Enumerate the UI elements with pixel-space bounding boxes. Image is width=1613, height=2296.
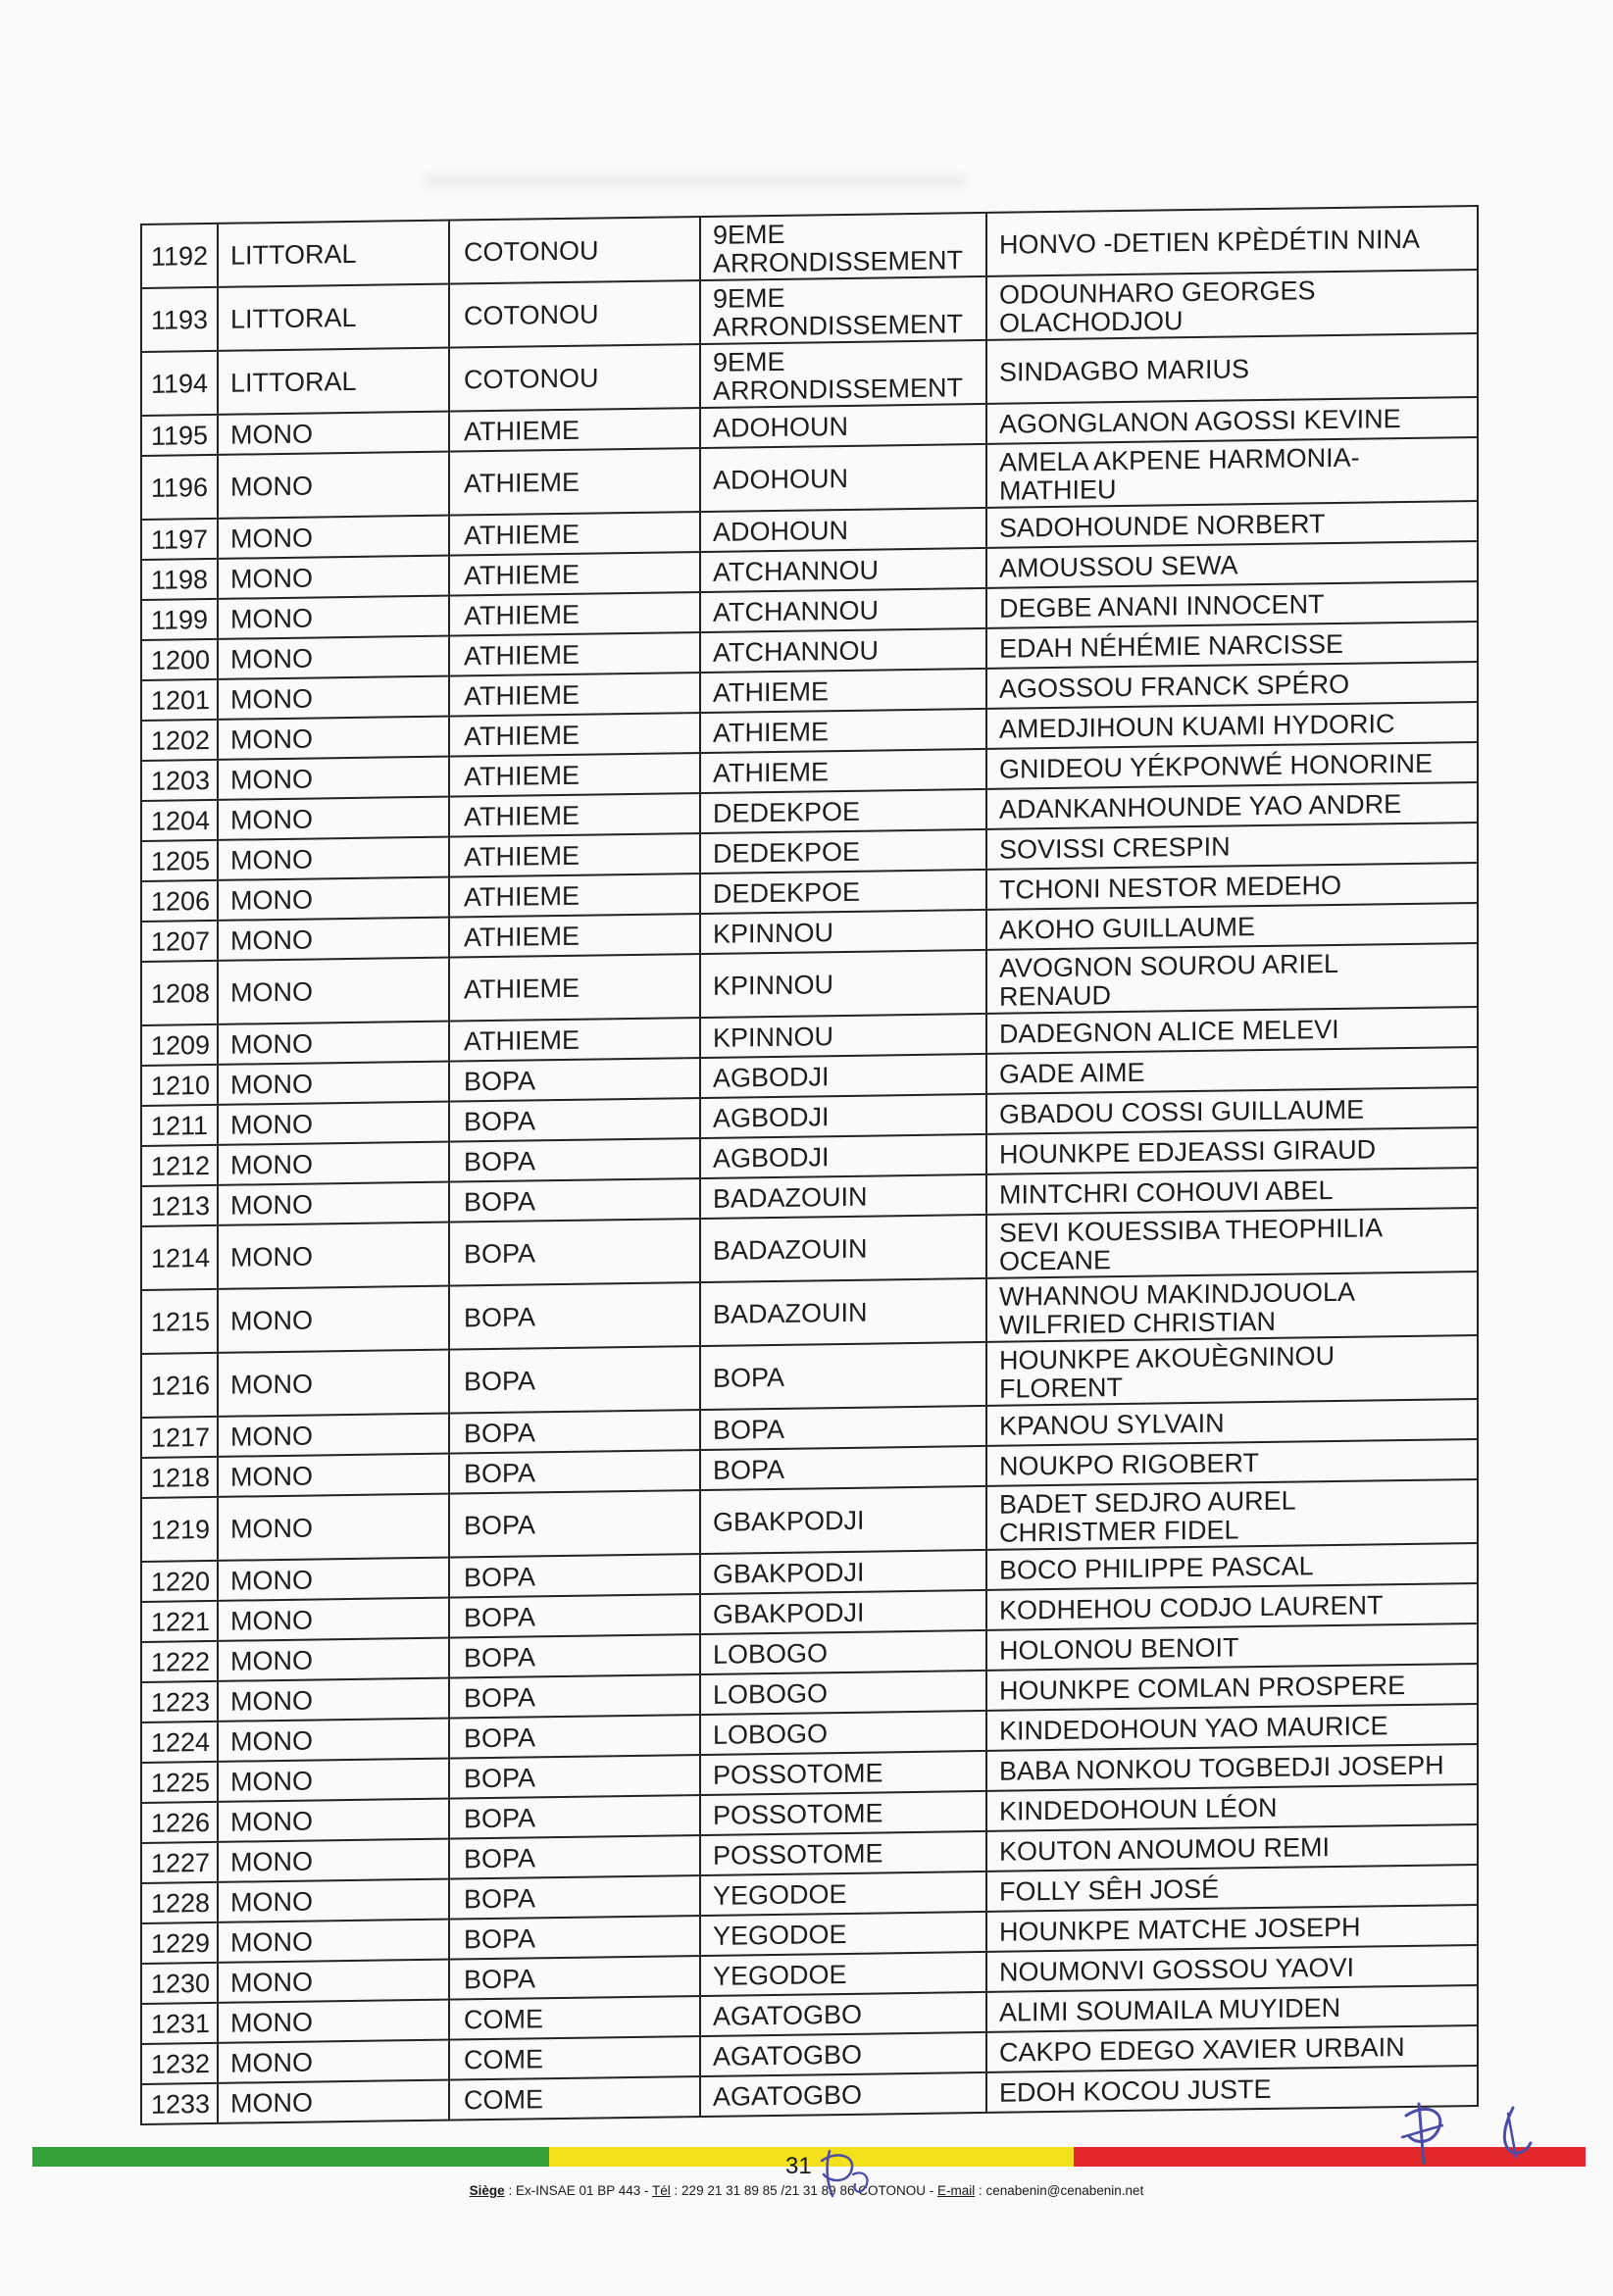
commune-cell: ATHIEME xyxy=(450,714,701,756)
arrondissement-cell: POSSOTOME xyxy=(701,1752,987,1794)
row-number-cell: 1203 xyxy=(142,761,219,800)
departement-cell: MONO xyxy=(219,1183,450,1224)
row-number-cell: 1194 xyxy=(142,352,219,415)
departement-cell: MONO xyxy=(219,677,450,719)
row-number-cell: 1193 xyxy=(142,288,219,351)
commune-cell: COTONOU xyxy=(450,218,701,283)
name-cell: SADOHOUNDE NORBERT xyxy=(987,502,1479,547)
departement-cell: MONO xyxy=(219,1921,450,1962)
commune-cell: ATHIEME xyxy=(450,754,701,796)
row-number-cell: 1230 xyxy=(142,1964,219,2003)
arrondissement-cell: AGATOGBO xyxy=(701,2033,987,2075)
footer-address xyxy=(0,2183,1613,2199)
row-number-cell: 1219 xyxy=(142,1498,219,1561)
siege-text: : Ex-INSAE 01 BP 443 - xyxy=(504,2183,653,2198)
row-number-cell: 1198 xyxy=(142,560,219,599)
commune-cell: BOPA xyxy=(450,1411,701,1453)
arrondissement-cell: ADOHOUN xyxy=(701,509,987,551)
departement-cell: MONO xyxy=(219,798,450,839)
arrondissement-cell: YEGODOE xyxy=(701,1953,987,1995)
row-number-cell: 1213 xyxy=(142,1186,219,1225)
row-number-cell: 1195 xyxy=(142,416,219,455)
arrondissement-cell: YEGODOE xyxy=(701,1872,987,1915)
departement-cell: MONO xyxy=(219,1455,450,1496)
row-number-cell: 1202 xyxy=(142,721,219,760)
arrondissement-cell: AGBODJI xyxy=(701,1095,987,1137)
row-number-cell: 1204 xyxy=(142,801,219,840)
arrondissement-cell: YEGODOE xyxy=(701,1913,987,1955)
flag-bar-red xyxy=(1074,2147,1586,2167)
flag-bar-green xyxy=(32,2147,549,2167)
name-cell: GADE AIME xyxy=(987,1048,1479,1093)
name-cell: KINDEDOHOUN LÉON xyxy=(987,1785,1479,1830)
departement-cell: MONO xyxy=(219,718,450,759)
row-number-cell: 1215 xyxy=(142,1290,219,1353)
name-cell: AMOUSSOU SEWA xyxy=(987,542,1479,587)
row-number-cell: 1225 xyxy=(142,1763,219,1802)
name-cell: KODHEHOU CODJO LAURENT xyxy=(987,1584,1479,1629)
departement-cell: MONO xyxy=(219,1351,450,1416)
row-number-cell: 1217 xyxy=(142,1418,219,1457)
row-number-cell: 1224 xyxy=(142,1722,219,1762)
commune-cell: ATHIEME xyxy=(450,874,701,917)
departement-cell: MONO xyxy=(219,1599,450,1640)
commune-cell: BOPA xyxy=(450,1635,701,1677)
commune-cell: ATHIEME xyxy=(450,593,701,635)
departement-cell: LITTORAL xyxy=(219,349,450,414)
departement-cell: MONO xyxy=(219,758,450,799)
commune-cell: BOPA xyxy=(450,1917,701,1959)
row-number-cell: 1221 xyxy=(142,1602,219,1641)
name-cell: SOVISSI CRESPIN xyxy=(987,824,1479,869)
name-cell: HONVO -DETIEN KPÈDÉTIN NINA xyxy=(987,207,1479,275)
commune-cell: COME xyxy=(450,1997,701,2039)
name-cell: KOUTON ANOUMOU REMI xyxy=(987,1825,1479,1871)
commune-cell: BOPA xyxy=(450,1876,701,1919)
row-number-cell: 1201 xyxy=(142,680,219,720)
arrondissement-cell: LOBOGO xyxy=(701,1631,987,1673)
arrondissement-cell: ADOHOUN xyxy=(701,405,987,447)
row-number-cell: 1232 xyxy=(142,2044,219,2083)
name-cell: ADANKANHOUNDE YAO ANDRE xyxy=(987,783,1479,828)
arrondissement-cell: 9EME ARRONDISSEMENT xyxy=(701,277,987,343)
commune-cell: ATHIEME xyxy=(450,1019,701,1061)
tel-label: Tél xyxy=(652,2183,671,2198)
departement-cell: MONO xyxy=(219,1559,450,1600)
name-cell: NOUKPO RIGOBERT xyxy=(987,1440,1479,1485)
departement-cell: MONO xyxy=(219,1143,450,1184)
name-cell: AMEDJIHOUN KUAMI HYDORIC xyxy=(987,703,1479,748)
siege-label: Siège xyxy=(469,2183,505,2198)
name-cell: WHANNOU MAKINDJOUOLA WILFRIED CHRISTIAN xyxy=(987,1273,1479,1341)
name-cell: HOLONOU BENOIT xyxy=(987,1624,1479,1670)
arrondissement-cell: GBAKPODJI xyxy=(701,1591,987,1633)
commune-cell: BOPA xyxy=(450,1059,701,1101)
departement-cell: MONO xyxy=(219,1800,450,1841)
departement-cell: MONO xyxy=(219,1415,450,1456)
commune-cell: BOPA xyxy=(450,1595,701,1637)
arrondissement-cell: AGATOGBO xyxy=(701,2073,987,2116)
arrondissement-cell: KPINNOU xyxy=(701,911,987,953)
departement-cell: MONO xyxy=(219,2081,450,2122)
name-cell: GBADOU COSSI GUILLAUME xyxy=(987,1088,1479,1133)
departement-cell: MONO xyxy=(219,2041,450,2082)
departement-cell: MONO xyxy=(219,637,450,678)
row-number-cell: 1227 xyxy=(142,1843,219,1882)
name-cell: SEVI KOUESSIBA THEOPHILIA OCEANE xyxy=(987,1209,1479,1277)
name-cell: KINDEDOHOUN YAO MAURICE xyxy=(987,1705,1479,1750)
commune-cell: BOPA xyxy=(450,1179,701,1222)
row-number-cell: 1229 xyxy=(142,1923,219,1963)
name-cell: AGOSSOU FRANCK SPÉRO xyxy=(987,663,1479,708)
arrondissement-cell: BADAZOUIN xyxy=(701,1175,987,1218)
row-number-cell: 1218 xyxy=(142,1458,219,1497)
departement-cell: LITTORAL xyxy=(219,222,450,286)
departement-cell: MONO xyxy=(219,597,450,638)
row-number-cell: 1228 xyxy=(142,1883,219,1922)
row-number-cell: 1222 xyxy=(142,1642,219,1681)
candidates-table xyxy=(140,205,1479,2125)
departement-cell: MONO xyxy=(219,919,450,960)
row-number-cell: 1205 xyxy=(142,841,219,880)
name-cell: HOUNKPE COMLAN PROSPERE xyxy=(987,1665,1479,1710)
arrondissement-cell: BOPA xyxy=(701,1343,987,1409)
arrondissement-cell: GBAKPODJI xyxy=(701,1551,987,1593)
name-cell: AVOGNON SOUROU ARIEL RENAUD xyxy=(987,944,1479,1013)
commune-cell: ATHIEME xyxy=(450,513,701,555)
departement-cell: MONO xyxy=(219,1720,450,1761)
arrondissement-cell: ADOHOUN xyxy=(701,445,987,511)
arrondissement-cell: ATHIEME xyxy=(701,710,987,752)
commune-cell: BOPA xyxy=(450,1451,701,1493)
row-number-cell: 1231 xyxy=(142,2004,219,2043)
departement-cell: MONO xyxy=(219,1880,450,1922)
arrondissement-cell: DEDEKPOE xyxy=(701,790,987,832)
commune-cell: BOPA xyxy=(450,1957,701,1999)
departement-cell: MONO xyxy=(219,413,450,454)
arrondissement-cell: ATCHANNOU xyxy=(701,589,987,631)
commune-cell: BOPA xyxy=(450,1491,701,1557)
arrondissement-cell: POSSOTOME xyxy=(701,1792,987,1834)
departement-cell: LITTORAL xyxy=(219,285,450,350)
name-cell: AGONGLANON AGOSSI KEVINE xyxy=(987,398,1479,443)
row-number-cell: 1200 xyxy=(142,640,219,679)
departement-cell: MONO xyxy=(219,1023,450,1064)
page-number: 31 xyxy=(785,2153,812,2179)
commune-cell: ATHIEME xyxy=(450,553,701,595)
name-cell: TCHONI NESTOR MEDEHO xyxy=(987,864,1479,909)
arrondissement-cell: BADAZOUIN xyxy=(701,1279,987,1345)
departement-cell: MONO xyxy=(219,959,450,1023)
departement-cell: MONO xyxy=(219,1495,450,1560)
commune-cell: BOPA xyxy=(450,1756,701,1798)
row-number-cell: 1209 xyxy=(142,1025,219,1065)
row-number-cell: 1233 xyxy=(142,2084,219,2123)
departement-cell: MONO xyxy=(219,1760,450,1801)
commune-cell: ATHIEME xyxy=(450,633,701,675)
name-cell: SINDAGBO MARIUS xyxy=(987,334,1479,403)
name-cell: KPANOU SYLVAIN xyxy=(987,1400,1479,1445)
departement-cell: MONO xyxy=(219,1287,450,1352)
arrondissement-cell: POSSOTOME xyxy=(701,1832,987,1874)
commune-cell: BOPA xyxy=(450,1139,701,1181)
row-number-cell: 1192 xyxy=(142,225,219,287)
arrondissement-cell: KPINNOU xyxy=(701,1015,987,1057)
departement-cell: MONO xyxy=(219,1679,450,1721)
commune-cell: ATHIEME xyxy=(450,674,701,716)
row-number-cell: 1199 xyxy=(142,600,219,639)
arrondissement-cell: 9EME ARRONDISSEMENT xyxy=(701,341,987,407)
departement-cell: MONO xyxy=(219,517,450,558)
departement-cell: MONO xyxy=(219,1103,450,1144)
departement-cell: MONO xyxy=(219,557,450,598)
name-cell: MINTCHRI COHOUVI ABEL xyxy=(987,1169,1479,1214)
row-number-cell: 1212 xyxy=(142,1146,219,1185)
commune-cell: BOPA xyxy=(450,1716,701,1758)
row-number-cell: 1220 xyxy=(142,1562,219,1601)
departement-cell: MONO xyxy=(219,1063,450,1104)
commune-cell: BOPA xyxy=(450,1555,701,1597)
commune-cell: BOPA xyxy=(450,1836,701,1878)
arrondissement-cell: KPINNOU xyxy=(701,951,987,1017)
row-number-cell: 1210 xyxy=(142,1066,219,1105)
name-cell: HOUNKPE EDJEASSI GIRAUD xyxy=(987,1128,1479,1173)
departement-cell: MONO xyxy=(219,453,450,518)
row-number-cell: 1223 xyxy=(142,1682,219,1722)
commune-cell: BOPA xyxy=(450,1220,701,1285)
departement-cell: MONO xyxy=(219,2001,450,2042)
commune-cell: COTONOU xyxy=(450,281,701,347)
departement-cell: MONO xyxy=(219,1639,450,1680)
name-cell: BADET SEDJRO AUREL CHRISTMER FIDEL xyxy=(987,1480,1479,1549)
arrondissement-cell: ATCHANNOU xyxy=(701,629,987,672)
arrondissement-cell: AGBODJI xyxy=(701,1135,987,1177)
arrondissement-cell: DEDEKPOE xyxy=(701,871,987,913)
name-cell: DEGBE ANANI INNOCENT xyxy=(987,582,1479,627)
departement-cell: MONO xyxy=(219,1840,450,1881)
row-number-cell: 1206 xyxy=(142,881,219,921)
bleed-through-mark xyxy=(425,175,967,188)
name-cell: GNIDEOU YÉKPONWÉ HONORINE xyxy=(987,743,1479,788)
departement-cell: MONO xyxy=(219,1223,450,1288)
commune-cell: COME xyxy=(450,2037,701,2079)
arrondissement-cell: DEDEKPOE xyxy=(701,830,987,873)
arrondissement-cell: BADAZOUIN xyxy=(701,1216,987,1281)
commune-cell: COME xyxy=(450,2077,701,2120)
row-number-cell: 1208 xyxy=(142,962,219,1024)
commune-cell: BOPA xyxy=(450,1675,701,1718)
name-cell: BOCO PHILIPPE PASCAL xyxy=(987,1544,1479,1589)
name-cell: NOUMONVI GOSSOU YAOVI xyxy=(987,1946,1479,1991)
commune-cell: ATHIEME xyxy=(450,915,701,957)
name-cell: DADEGNON ALICE MELEVI xyxy=(987,1008,1479,1053)
name-cell: ALIMI SOUMAILA MUYIDEN xyxy=(987,1986,1479,2031)
arrondissement-cell: LOBOGO xyxy=(701,1712,987,1754)
tel-text: : 229 21 31 89 85 /21 31 89 86 COTONOU - xyxy=(670,2183,937,2198)
name-cell: BABA NONKOU TOGBEDJI JOSEPH xyxy=(987,1745,1479,1790)
row-number-cell: 1226 xyxy=(142,1803,219,1842)
arrondissement-cell: ATCHANNOU xyxy=(701,549,987,591)
arrondissement-cell: GBAKPODJI xyxy=(701,1487,987,1553)
row-number-cell: 1197 xyxy=(142,520,219,559)
arrondissement-cell: AGATOGBO xyxy=(701,1993,987,2035)
commune-cell: BOPA xyxy=(450,1347,701,1413)
commune-cell: ATHIEME xyxy=(450,794,701,836)
email-label: E-mail xyxy=(936,2183,976,2198)
name-cell: FOLLY SÊH JOSÉ xyxy=(987,1866,1479,1911)
name-cell: HOUNKPE MATCHE JOSEPH xyxy=(987,1906,1479,1951)
commune-cell: ATHIEME xyxy=(450,449,701,515)
arrondissement-cell: BOPA xyxy=(701,1447,987,1489)
arrondissement-cell: BOPA xyxy=(701,1407,987,1449)
name-cell: AMELA AKPENE HARMONIA- MATHIEU xyxy=(987,438,1479,507)
commune-cell: BOPA xyxy=(450,1099,701,1141)
name-cell: AKOHO GUILLAUME xyxy=(987,904,1479,949)
commune-cell: ATHIEME xyxy=(450,955,701,1021)
row-number-cell: 1207 xyxy=(142,922,219,961)
row-number-cell: 1214 xyxy=(142,1226,219,1289)
name-cell: ODOUNHARO GEORGES OLACHODJOU xyxy=(987,271,1479,339)
name-cell: HOUNKPE AKOUÈGNINOU FLORENT xyxy=(987,1336,1479,1405)
name-cell: CAKPO EDEGO XAVIER URBAIN xyxy=(987,2026,1479,2071)
email-text: : cenabenin@cenabenin.net xyxy=(975,2183,1144,2198)
departement-cell: MONO xyxy=(219,838,450,879)
row-number-cell: 1196 xyxy=(142,456,219,519)
arrondissement-cell: LOBOGO xyxy=(701,1672,987,1714)
commune-cell: COTONOU xyxy=(450,345,701,411)
arrondissement-cell: ATHIEME xyxy=(701,670,987,712)
arrondissement-cell: ATHIEME xyxy=(701,750,987,792)
commune-cell: ATHIEME xyxy=(450,409,701,451)
commune-cell: BOPA xyxy=(450,1283,701,1349)
name-cell: EDOH KOCOU JUSTE xyxy=(987,2067,1479,2112)
departement-cell: MONO xyxy=(219,878,450,920)
row-number-cell: 1216 xyxy=(142,1354,219,1417)
commune-cell: ATHIEME xyxy=(450,834,701,876)
name-cell: EDAH NÉHÉMIE NARCISSE xyxy=(987,623,1479,668)
commune-cell: BOPA xyxy=(450,1796,701,1838)
arrondissement-cell: AGBODJI xyxy=(701,1055,987,1097)
arrondissement-cell: 9EME ARRONDISSEMENT xyxy=(701,214,987,279)
departement-cell: MONO xyxy=(219,1961,450,2002)
row-number-cell: 1211 xyxy=(142,1106,219,1145)
